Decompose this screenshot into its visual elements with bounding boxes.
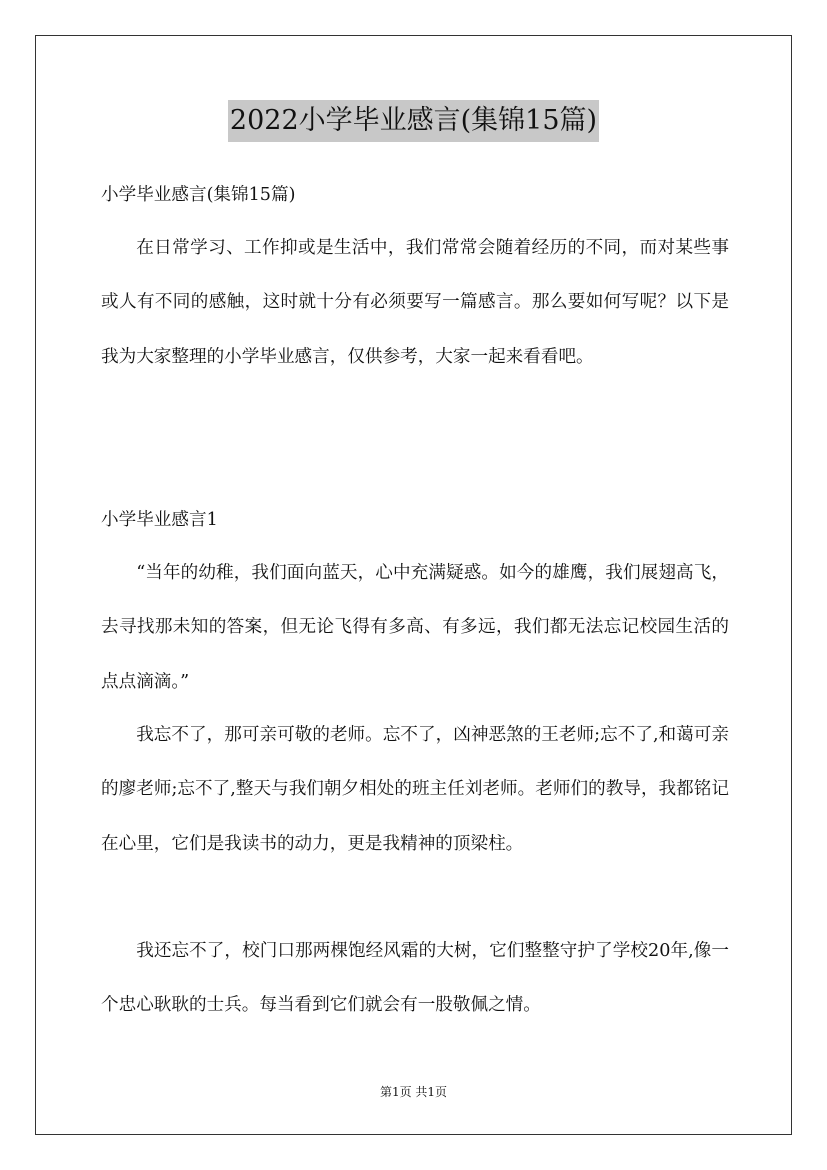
title-container <box>0 100 827 142</box>
intro-paragraph: 在日常学习、工作抑或是生活中，我们常常会随着经历的不同，而对某些事或人有不同的感触，这时就十分有必须要写一篇感言。那么要如何写呢？以下是我为大家整理的小学毕业感言，仅供参考，大家一起来看看吧。 <box>101 238 729 367</box>
document-subtitle: 小学毕业感言(集锦15篇) <box>101 185 296 205</box>
body-paragraph-1: “当年的幼稚，我们面向蓝天，心中充满疑惑。如今的雄鹰，我们展翅高飞，去寻找那未知的答案，但无论飞得有多高、有多远，我们都无法忘记校园生活的点点滴滴。” <box>101 563 729 692</box>
body-paragraph-3: 我还忘不了，校门口那两棵饱经风霜的大树，它们整整守护了学校20年,像一个忠心耿耿的士兵。每当看到它们就会有一股敬佩之情。 <box>101 941 729 1016</box>
body-paragraph-2: 我忘不了，那可亲可敬的老师。忘不了，凶神恶煞的王老师;忘不了,和蔼可亲的廖老师;忘不了,整天与我们朝夕相处的班主任刘老师。老师们的教导，我都铭记在心里，它们是我读书的动力，更是我精神的顶梁柱。 <box>101 725 729 854</box>
document-title: 2022小学毕业感言(集锦15篇) <box>228 100 599 142</box>
page-footer: 第1页 共1页 <box>379 1085 448 1099</box>
section-heading: 小学毕业感言1 <box>101 510 218 530</box>
